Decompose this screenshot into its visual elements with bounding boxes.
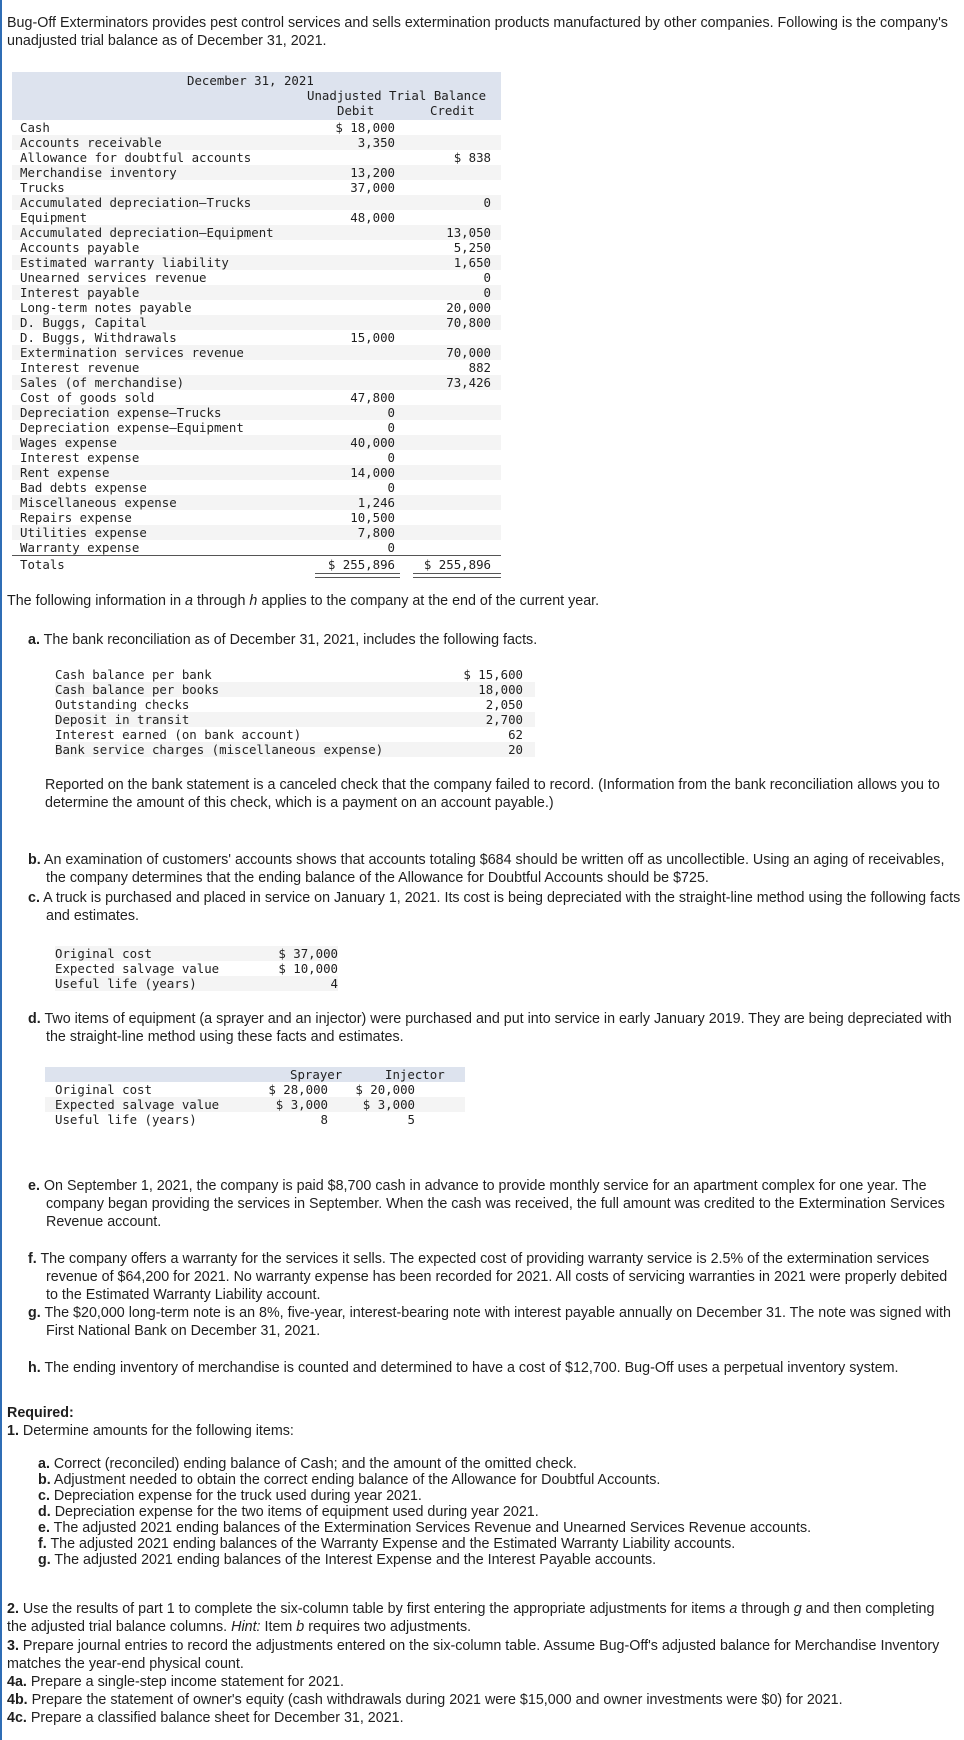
required-q2: 2. Use the results of part 1 to complete the six-column table by first entering the appropriate adjustments for items a through g and then completing the adjusted trial balance columns. Hint: Item b requires two adjustments. — [7, 1601, 935, 1635]
bank-reconciliation-row — [55, 697, 535, 712]
debit-amount: 14,000 — [350, 465, 395, 480]
item-b-text: b. An examination of customers' accounts shows that accounts totaling $684 should be written off as uncollectible. Using an aging of receivables, the company determines that the ending balance of the Allowance for Doubtful Accounts should be $725. — [28, 852, 945, 886]
required-q1-item — [38, 1536, 811, 1552]
info-lead: The following information in a through h applies to the company at the end of the current year. — [7, 593, 600, 609]
account-name: Cost of goods sold — [20, 390, 155, 405]
account-name: Cash — [20, 120, 50, 135]
injector-value: 5 — [407, 1112, 415, 1127]
bank-fact-label: Outstanding checks — [55, 697, 190, 712]
total-label: Totals — [20, 557, 65, 572]
equipment-facts-table — [45, 1067, 465, 1127]
debit-amount: 47,800 — [350, 390, 395, 405]
item-e-text: e. On September 1, 2021, the company is paid $8,700 cash in advance to provide monthly service for an apartment complex for one year. The company began providing the services in September. When the cash was received, the full amount was credited to the Extermination Services Revenue account. — [28, 1178, 945, 1230]
credit-header: Credit — [430, 103, 475, 118]
equipment-row — [45, 1082, 465, 1097]
required-q4c: 4c. Prepare a classified balance sheet for December 31, 2021. — [7, 1710, 404, 1726]
required-q1-item-text: Correct (reconciled) ending balance of Cash; and the amount of the omitted check. — [49, 1456, 577, 1472]
account-name: Miscellaneous expense — [20, 495, 177, 510]
account-name: Estimated warranty liability — [20, 255, 229, 270]
bank-fact-label: Bank service charges (miscellaneous expense) — [55, 742, 384, 757]
trial-balance-row — [12, 285, 501, 300]
required-q1-item-text: The adjusted 2021 ending balances of the Interest Expense and the Interest Payable accounts. — [50, 1552, 657, 1568]
credit-amount: 0 — [483, 270, 491, 285]
trial-balance-header — [12, 72, 501, 120]
bank-fact-label: Cash balance per bank — [55, 667, 212, 682]
item-a-after: Reported on the bank statement is a canceled check that the company failed to record. (Information from the bank reconciliation allows you to determine the amount of this check, which is a payment on an account payable.) — [45, 777, 940, 811]
required-q1-item-label: f. — [38, 1536, 47, 1552]
bank-fact-value: 2,050 — [485, 697, 523, 712]
bank-fact-value: 62 — [508, 727, 523, 742]
required-q1-item-text: The adjusted 2021 ending balances of the Extermination Services Revenue and Unearned Services Revenue accounts. — [49, 1520, 812, 1536]
trial-balance-row — [12, 255, 501, 270]
required-q4a: 4a. Prepare a single-step income statement for 2021. — [7, 1674, 344, 1690]
trial-balance-row — [12, 315, 501, 330]
trial-balance-row — [12, 405, 501, 420]
required-q1-item-label: b. — [38, 1472, 51, 1488]
bank-reconciliation-row — [55, 712, 535, 727]
account-name: Interest revenue — [20, 360, 140, 375]
truck-fact-row — [55, 976, 338, 991]
item-a-text: a. The bank reconciliation as of December 31, 2021, includes the following facts. — [28, 632, 538, 648]
debit-amount: 7,800 — [357, 525, 395, 540]
trial-balance-row — [12, 330, 501, 345]
bank-reconciliation-row — [55, 682, 535, 697]
total-debit: $ 255,896 — [327, 557, 395, 572]
bank-reconciliation-row — [55, 727, 535, 742]
truck-fact-label: Expected salvage value — [55, 961, 220, 976]
required-q4b: 4b. Prepare the statement of owner's equity (cash withdrawals during 2021 were $15,000 and owner investments were $0) for 2021. — [7, 1692, 843, 1708]
trial-balance-rows — [12, 120, 501, 555]
item-f-text: f. The company offers a warranty for the services it sells. The expected cost of providing warranty service is 2.5% of the extermination services revenue of $64,200 for 2021. No warranty expense has been recorded for 2021. All costs of servicing warranties in 2021 were properly debited to the Estimated Warranty Liability account. — [28, 1251, 948, 1303]
account-name: Allowance for doubtful accounts — [20, 150, 252, 165]
required-q1-item — [38, 1552, 811, 1568]
equipment-row — [45, 1112, 465, 1127]
account-name: Wages expense — [20, 435, 117, 450]
total-debit-double-underline — [315, 573, 400, 578]
account-name: Equipment — [20, 210, 88, 225]
account-name: Rent expense — [20, 465, 110, 480]
debit-amount: 37,000 — [350, 180, 395, 195]
account-name: Warranty expense — [20, 540, 140, 555]
account-name: Trucks — [20, 180, 65, 195]
required-q1-item-label: g. — [38, 1552, 51, 1568]
trial-balance-table — [12, 72, 501, 571]
bank-reconciliation-row — [55, 742, 535, 757]
item-g-text: g. The $20,000 long-term note is an 8%, five-year, interest-bearing note with interest payable annually on December 31. The note was signed with First National Bank on December 31, 2021. — [28, 1305, 951, 1339]
truck-fact-row — [55, 946, 338, 961]
intro-paragraph: Bug-Off Exterminators provides pest control services and sells extermination products manufactured by other companies. Following is the company's unadjusted trial balance as of December 31, 2021. — [7, 15, 948, 49]
bank-fact-value: 18,000 — [478, 682, 523, 697]
credit-amount: 5,250 — [453, 240, 491, 255]
credit-amount: 1,650 — [453, 255, 491, 270]
trial-balance-title: Unadjusted Trial Balance — [307, 88, 487, 103]
required-q1-item-text: The adjusted 2021 ending balances of the Warranty Expense and the Estimated Warranty Liability accounts. — [46, 1536, 736, 1552]
equipment-header-row — [45, 1067, 465, 1082]
debit-header: Debit — [337, 103, 375, 118]
injector-value: $ 3,000 — [362, 1097, 415, 1112]
truck-facts-table — [55, 946, 338, 991]
bank-reconciliation-row — [55, 667, 535, 682]
trial-balance-row — [12, 375, 501, 390]
account-name: Accounts receivable — [20, 135, 162, 150]
debit-amount: 48,000 — [350, 210, 395, 225]
required-q1-list — [38, 1456, 811, 1568]
required-q1-item-text: Depreciation expense for the two items of equipment used during year 2021. — [50, 1504, 539, 1520]
bank-fact-label: Interest earned (on bank account) — [55, 727, 302, 742]
total-credit-double-underline — [413, 573, 501, 578]
account-name: Merchandise inventory — [20, 165, 177, 180]
bank-fact-label: Deposit in transit — [55, 712, 190, 727]
trial-balance-row — [12, 450, 501, 465]
required-q3: 3. Prepare journal entries to record the adjustments entered on the six-column table. Assume Bug-Off's adjusted balance for Merchandise Inventory matches the year-end physical count. — [7, 1638, 940, 1672]
trial-balance-row — [12, 240, 501, 255]
item-d-text: d. Two items of equipment (a sprayer and an injector) were purchased and put into service in early January 2019. They are being depreciated with the straight-line method using these facts and estimates. — [28, 1011, 952, 1045]
sprayer-value: $ 3,000 — [275, 1097, 328, 1112]
trial-balance-row — [12, 270, 501, 285]
truck-fact-value: $ 37,000 — [278, 946, 338, 961]
account-name: Depreciation expense—Trucks — [20, 405, 222, 420]
account-name: D. Buggs, Withdrawals — [20, 330, 177, 345]
credit-amount: 882 — [468, 360, 491, 375]
required-q1-item — [38, 1520, 811, 1536]
truck-fact-label: Original cost — [55, 946, 152, 961]
bank-fact-value: 2,700 — [485, 712, 523, 727]
required-q1-item — [38, 1456, 811, 1472]
debit-amount: 13,200 — [350, 165, 395, 180]
account-name: Repairs expense — [20, 510, 132, 525]
sprayer-header: Sprayer — [290, 1067, 343, 1082]
debit-amount: 0 — [387, 450, 395, 465]
trial-balance-row — [12, 120, 501, 135]
account-name: Bad debts expense — [20, 480, 147, 495]
required-q1-item-text: Adjustment needed to obtain the correct ending balance of the Allowance for Doubtful Accounts. — [50, 1472, 661, 1488]
equipment-fact-label: Expected salvage value — [55, 1097, 220, 1112]
debit-amount: 1,246 — [357, 495, 395, 510]
required-heading: Required: — [7, 1405, 74, 1421]
required-q1-item — [38, 1472, 811, 1488]
truck-fact-label: Useful life (years) — [55, 976, 197, 991]
required-q1-item-label: d. — [38, 1504, 51, 1520]
trial-balance-row — [12, 300, 501, 315]
trial-balance-row — [12, 480, 501, 495]
trial-balance-row — [12, 510, 501, 525]
trial-balance-total-row — [12, 555, 501, 571]
truck-fact-row — [55, 961, 338, 976]
equipment-rows — [45, 1082, 465, 1127]
trial-balance-row — [12, 195, 501, 210]
debit-amount: 40,000 — [350, 435, 395, 450]
debit-amount: 3,350 — [357, 135, 395, 150]
required-q1-item-label: e. — [38, 1520, 50, 1536]
item-h-text: h. The ending inventory of merchandise is counted and determined to have a cost of $12,700. Bug-Off uses a perpetual inventory system. — [28, 1360, 899, 1376]
credit-amount: $ 838 — [453, 150, 491, 165]
debit-amount: 0 — [387, 420, 395, 435]
debit-amount: $ 18,000 — [335, 120, 395, 135]
sprayer-value: 8 — [320, 1112, 328, 1127]
required-q1-item — [38, 1504, 811, 1520]
trial-balance-row — [12, 210, 501, 225]
equipment-fact-label: Original cost — [55, 1082, 152, 1097]
required-q1-item-label: c. — [38, 1488, 50, 1504]
trial-balance-row — [12, 135, 501, 150]
bank-reconciliation-table — [55, 667, 535, 757]
required-q1: 1. Determine amounts for the following items: — [7, 1423, 294, 1439]
credit-amount: 0 — [483, 195, 491, 210]
credit-amount: 70,800 — [446, 315, 491, 330]
trial-balance-row — [12, 165, 501, 180]
debit-amount: 0 — [387, 480, 395, 495]
bank-fact-value: $ 15,600 — [463, 667, 523, 682]
left-accent-bar — [0, 0, 2, 1740]
account-name: Accumulated depreciation—Equipment — [20, 225, 274, 240]
required-q1-item-text: Depreciation expense for the truck used during year 2021. — [49, 1488, 422, 1504]
trial-balance-row — [12, 390, 501, 405]
account-name: Long-term notes payable — [20, 300, 192, 315]
trial-balance-row — [12, 525, 501, 540]
trial-balance-row — [12, 435, 501, 450]
account-name: Accumulated depreciation—Trucks — [20, 195, 252, 210]
item-c-text: c. A truck is purchased and placed in service on January 1, 2021. Its cost is being depreciated with the straight-line method using the following facts and estimates. — [28, 890, 961, 924]
account-name: Unearned services revenue — [20, 270, 207, 285]
trial-balance-row — [12, 360, 501, 375]
debit-amount: 0 — [387, 540, 395, 555]
debit-amount: 10,500 — [350, 510, 395, 525]
credit-amount: 0 — [483, 285, 491, 300]
trial-balance-row — [12, 345, 501, 360]
debit-amount: 0 — [387, 405, 395, 420]
sprayer-value: $ 28,000 — [268, 1082, 328, 1097]
trial-balance-row — [12, 180, 501, 195]
credit-amount: 70,000 — [446, 345, 491, 360]
credit-amount: 73,426 — [446, 375, 491, 390]
account-name: Accounts payable — [20, 240, 140, 255]
truck-fact-value: 4 — [330, 976, 338, 991]
account-name: Interest expense — [20, 450, 140, 465]
required-q1-item — [38, 1488, 811, 1504]
injector-value: $ 20,000 — [355, 1082, 415, 1097]
trial-balance-date: December 31, 2021 — [187, 73, 314, 88]
total-credit: $ 255,896 — [423, 557, 491, 572]
trial-balance-row — [12, 420, 501, 435]
truck-fact-value: $ 10,000 — [278, 961, 338, 976]
trial-balance-row — [12, 465, 501, 480]
trial-balance-row — [12, 150, 501, 165]
trial-balance-row — [12, 495, 501, 510]
injector-header: Injector — [385, 1067, 445, 1082]
equipment-row — [45, 1097, 465, 1112]
bank-fact-value: 20 — [508, 742, 523, 757]
bank-fact-label: Cash balance per books — [55, 682, 220, 697]
account-name: Interest payable — [20, 285, 140, 300]
trial-balance-row — [12, 540, 501, 555]
debit-amount: 15,000 — [350, 330, 395, 345]
account-name: D. Buggs, Capital — [20, 315, 147, 330]
equipment-fact-label: Useful life (years) — [55, 1112, 197, 1127]
trial-balance-row — [12, 225, 501, 240]
account-name: Sales (of merchandise) — [20, 375, 185, 390]
credit-amount: 20,000 — [446, 300, 491, 315]
credit-amount: 13,050 — [446, 225, 491, 240]
required-q1-item-label: a. — [38, 1456, 50, 1472]
account-name: Extermination services revenue — [20, 345, 244, 360]
account-name: Depreciation expense—Equipment — [20, 420, 244, 435]
account-name: Utilities expense — [20, 525, 147, 540]
